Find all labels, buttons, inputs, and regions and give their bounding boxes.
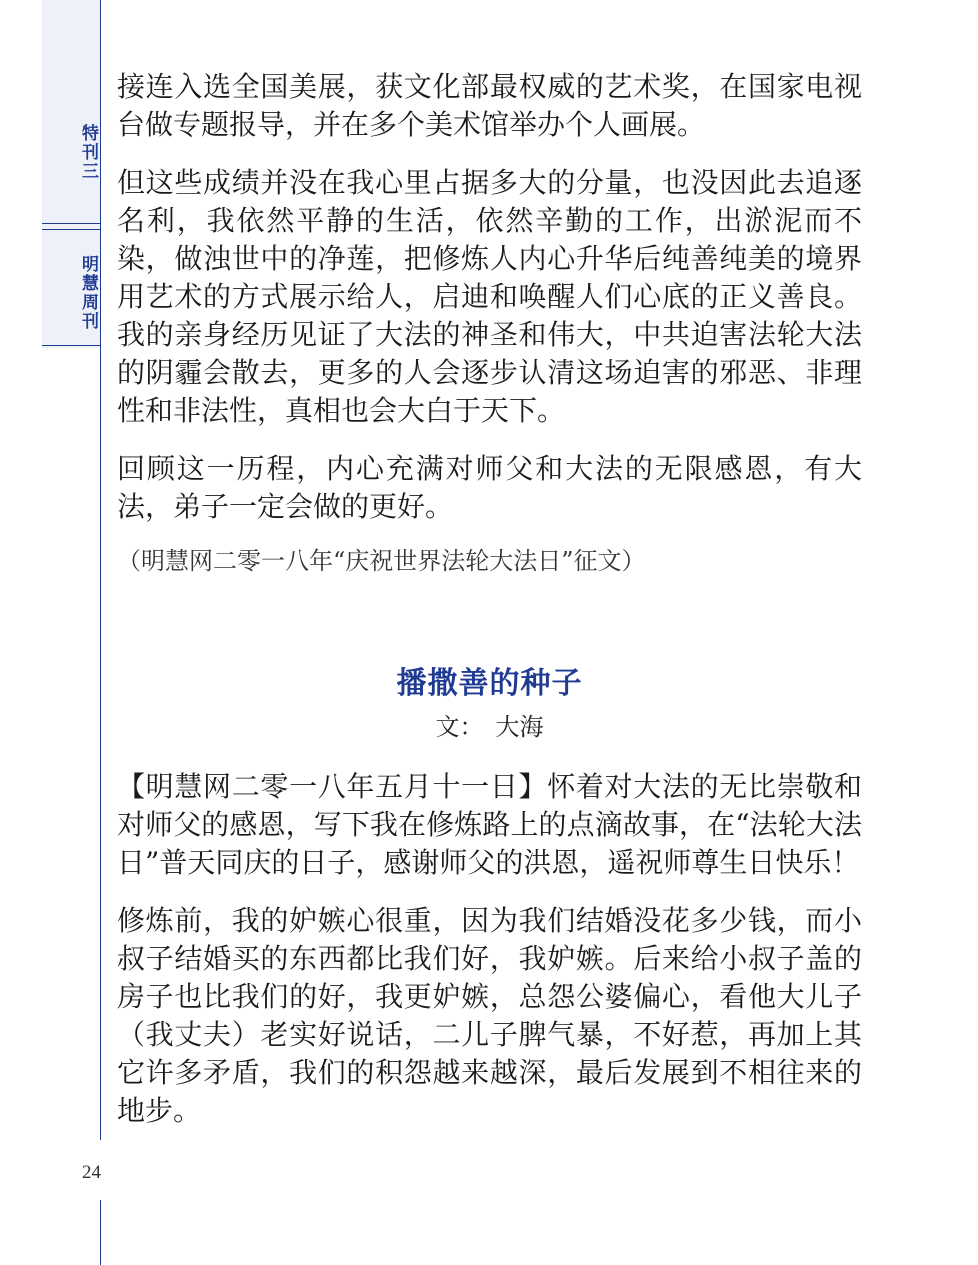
sidebar-divider [42, 223, 101, 224]
byline [117, 712, 862, 742]
body-paragraph: 接连入选全国美展，获文化部最权威的艺术奖，在国家电视台做专题报导，并在多个美术馆举办个人画展。 [117, 70, 862, 141]
body-paragraph: 【明慧网二零一八年五月十一日】怀着对大法的无比崇敬和对师父的感恩，写下我在修炼路上的点滴故事，在“法轮大法日”普天同庆的日子，感谢师父的洪恩，遥祝师尊生日快乐！ [117, 770, 862, 879]
sidebar-divider [42, 229, 101, 230]
author-name: 大海 [495, 713, 544, 741]
article-title: 播撒善的种子 [396, 666, 583, 701]
margin-line-lower [100, 1200, 101, 1265]
page-number: 24 [82, 1162, 101, 1183]
body-paragraph: 回顾这一历程，内心充满对师父和大法的无限感恩，有大法，弟子一定会做的更好。 [117, 452, 862, 523]
section-label: 特刊三 [78, 123, 98, 181]
byline-prefix: 文： [435, 713, 484, 741]
body-paragraph: 修炼前，我的妒嫉心很重，因为我们结婚没花多少钱，而小叔子结婚买的东西都比我们好，我妒嫉。后来给小叔子盖的房子也比我们的好，我更妒嫉，总怨公婆偏心，看他大儿子（我丈夫）老实好说话，二儿子脾气暴，不好惹，再加上其它许多矛盾，我们的积怨越来越深，最后发展到不相往来的地步。 [117, 904, 862, 1127]
page-content [117, 68, 862, 1150]
publication-label: 明慧周刊 [78, 254, 98, 331]
margin-line [100, 0, 101, 1140]
sidebar-divider [42, 345, 101, 346]
body-paragraph: 但这些成绩并没在我心里占据多大的分量，也没因此去追逐名利，我依然平静的生活，依然辛勤的工作，出淤泥而不染，做浊世中的净莲，把修炼人内心升华后纯善纯美的境界用艺术的方式展示给人，启迪和唤醒人们心底的正义善良。我的亲身经历见证了大法的神圣和伟大，中共迫害法轮大法的阴霾会散去，更多的人会逐步认清这场迫害的邪恶、非理性和非法性，真相也会大白于天下。 [117, 166, 862, 427]
source-note: （明慧网二零一八年“庆祝世界法轮大法日”征文） [117, 547, 646, 575]
